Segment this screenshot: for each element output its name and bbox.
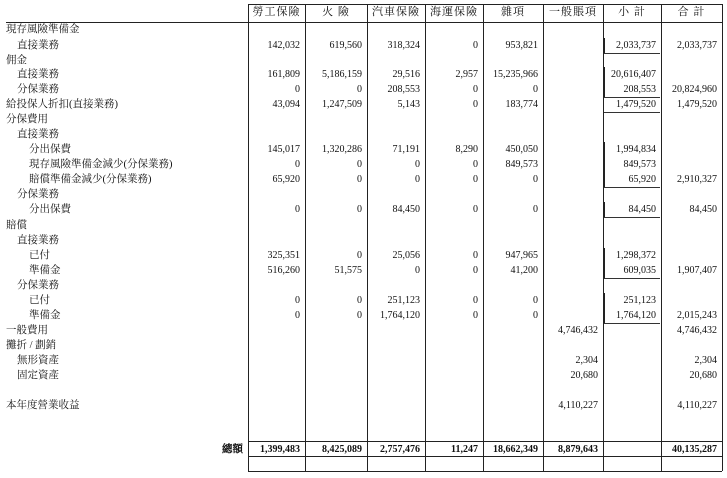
table-cell: 0 — [473, 250, 478, 261]
table-cell: 325,351 — [267, 250, 300, 261]
table-cell: 65,920 — [628, 174, 656, 185]
table-cell: 0 — [533, 174, 538, 185]
row-label: 無形資產 — [17, 355, 59, 366]
table-cell: 0 — [357, 295, 362, 306]
table-cell: 251,123 — [623, 295, 656, 306]
total-cell: 18,662,349 — [493, 444, 538, 455]
table-cell: 1,247,509 — [322, 99, 362, 110]
table-cell: 619,560 — [329, 40, 362, 51]
table-cell: 25,056 — [392, 250, 420, 261]
table-cell: 0 — [295, 84, 300, 95]
row-label: 賠償準備金減少(分保業務) — [29, 174, 152, 185]
table-cell: 1,994,834 — [616, 144, 656, 155]
row-label: 現存風險準備金 — [6, 24, 80, 35]
table-cell: 4,110,227 — [558, 400, 598, 411]
table-cell: 0 — [533, 84, 538, 95]
row-label: 準備金 — [29, 265, 61, 276]
row-label: 準備金 — [29, 310, 61, 321]
table-cell: 0 — [533, 295, 538, 306]
column-header: 小 計 — [618, 6, 646, 18]
total-cell: 40,135,287 — [672, 444, 717, 455]
row-label: 分保業務 — [17, 280, 59, 291]
row-label: 分保費用 — [6, 114, 48, 125]
row-label: 分出保費 — [29, 144, 71, 155]
subtotal-rule — [604, 278, 660, 279]
table-cell: 5,143 — [397, 99, 420, 110]
header-bottom-rule — [6, 22, 722, 23]
row-label: 本年度營業收益 — [6, 400, 80, 411]
total-cell: 8,425,089 — [322, 444, 362, 455]
table-cell: 0 — [473, 265, 478, 276]
column-header: 汽車保險 — [372, 6, 420, 18]
table-cell: 29,516 — [392, 69, 420, 80]
table-cell: 516,260 — [267, 265, 300, 276]
footer-bottom-rule — [248, 471, 722, 472]
row-label: 直接業務 — [17, 69, 59, 80]
table-cell: 0 — [473, 310, 478, 321]
row-label: 直接業務 — [17, 235, 59, 246]
table-cell: 318,324 — [387, 40, 420, 51]
table-cell: 0 — [533, 310, 538, 321]
table-cell: 208,553 — [623, 84, 656, 95]
table-cell: 849,573 — [623, 159, 656, 170]
table-cell: 2,015,243 — [677, 310, 717, 321]
row-label: 攤折 / 劃銷 — [6, 340, 57, 351]
subtotal-group-rule — [604, 38, 605, 53]
table-cell: 0 — [415, 265, 420, 276]
table-cell: 20,680 — [689, 370, 717, 381]
table-cell: 0 — [473, 174, 478, 185]
table-cell: 0 — [295, 159, 300, 170]
table-cell: 2,304 — [575, 355, 598, 366]
total-cell: 8,879,643 — [558, 444, 598, 455]
subtotal-group-rule — [604, 248, 605, 278]
table-cell: 145,017 — [267, 144, 300, 155]
table-cell: 84,450 — [628, 204, 656, 215]
row-label: 固定資產 — [17, 370, 59, 381]
table-cell: 1,479,520 — [677, 99, 717, 110]
table-cell: 1,298,372 — [616, 250, 656, 261]
row-label: 佣金 — [6, 55, 27, 66]
subtotal-rule — [604, 217, 660, 218]
row-label: 已付 — [29, 250, 50, 261]
row-label: 直接業務 — [17, 129, 59, 140]
table-cell: 20,824,960 — [672, 84, 717, 95]
table-cell: 0 — [415, 174, 420, 185]
subtotal-rule — [604, 187, 660, 188]
table-cell: 5,186,159 — [322, 69, 362, 80]
table-cell: 43,094 — [272, 99, 300, 110]
column-header: 海運保險 — [430, 6, 478, 18]
row-label: 分保業務 — [17, 84, 59, 95]
subtotal-rule — [604, 53, 660, 54]
table-cell: 1,907,407 — [677, 265, 717, 276]
column-header: 雜項 — [501, 6, 525, 18]
table-cell: 71,191 — [392, 144, 420, 155]
table-cell: 849,573 — [505, 159, 538, 170]
row-label: 賠償 — [6, 220, 27, 231]
table-cell: 2,910,327 — [677, 174, 717, 185]
table-cell: 4,746,432 — [677, 325, 717, 336]
table-cell: 0 — [357, 84, 362, 95]
table-cell: 2,033,737 — [616, 40, 656, 51]
table-cell: 0 — [473, 84, 478, 95]
table-cell: 0 — [295, 204, 300, 215]
subtotal-rule — [604, 323, 660, 324]
table-cell: 0 — [473, 99, 478, 110]
table-cell: 8,290 — [455, 144, 478, 155]
table-cell: 0 — [473, 295, 478, 306]
table-cell: 0 — [533, 204, 538, 215]
table-cell: 1,764,120 — [616, 310, 656, 321]
table-cell: 251,123 — [387, 295, 420, 306]
table-cell: 4,746,432 — [558, 325, 598, 336]
row-label: 已付 — [29, 295, 50, 306]
table-cell: 1,479,520 — [616, 99, 656, 110]
column-header: 合 計 — [677, 6, 706, 18]
table-cell: 0 — [357, 250, 362, 261]
total-label: 總額 — [222, 444, 243, 455]
table-cell: 4,110,227 — [677, 400, 717, 411]
table-cell: 208,553 — [387, 84, 420, 95]
table-cell: 15,235,966 — [493, 69, 538, 80]
table-cell: 947,965 — [505, 250, 538, 261]
column-rule — [722, 4, 723, 471]
subtotal-group-rule — [604, 142, 605, 187]
total-cell: 11,247 — [451, 444, 478, 455]
table-cell: 0 — [357, 204, 362, 215]
table-cell: 0 — [357, 174, 362, 185]
table-cell: 450,050 — [505, 144, 538, 155]
table-cell: 161,809 — [267, 69, 300, 80]
table-cell: 51,575 — [334, 265, 362, 276]
table-cell: 41,200 — [510, 265, 538, 276]
row-label: 分保業務 — [17, 189, 59, 200]
table-cell: 183,774 — [505, 99, 538, 110]
table-cell: 142,032 — [267, 40, 300, 51]
table-cell: 0 — [295, 295, 300, 306]
table-cell: 0 — [473, 40, 478, 51]
table-cell: 0 — [357, 159, 362, 170]
table-cell: 2,957 — [455, 69, 478, 80]
subtotal-rule — [604, 97, 660, 98]
column-header: 火 險 — [322, 6, 350, 18]
column-header: 勞工保險 — [252, 6, 301, 18]
total-cell: 2,757,476 — [380, 444, 420, 455]
table-cell: 2,304 — [694, 355, 717, 366]
table-cell: 953,821 — [505, 40, 538, 51]
table-cell: 1,764,120 — [380, 310, 420, 321]
table-cell: 0 — [473, 159, 478, 170]
column-header: 一般賬項 — [549, 6, 597, 18]
subtotal-group-rule — [604, 67, 605, 97]
table-cell: 65,920 — [272, 174, 300, 185]
table-cell: 0 — [357, 310, 362, 321]
table-cell: 1,320,286 — [322, 144, 362, 155]
table-cell: 84,450 — [392, 204, 420, 215]
total-cell: 1,399,483 — [260, 444, 300, 455]
table-cell: 84,450 — [689, 204, 717, 215]
row-label: 一般費用 — [6, 325, 48, 336]
table-cell: 0 — [415, 159, 420, 170]
subtotal-group-rule — [604, 293, 605, 323]
row-label: 分出保費 — [29, 204, 71, 215]
table-cell: 0 — [295, 310, 300, 321]
table-cell: 2,033,737 — [677, 40, 717, 51]
row-label: 直接業務 — [17, 40, 59, 51]
row-label: 給投保人折扣(直接業務) — [6, 99, 118, 110]
subtotal-rule — [604, 112, 660, 113]
table-cell: 20,680 — [570, 370, 598, 381]
table-cell: 0 — [473, 204, 478, 215]
subtotal-group-rule — [604, 202, 605, 217]
table-cell: 609,035 — [623, 265, 656, 276]
row-label: 現存風險準備金減少(分保業務) — [29, 159, 173, 170]
table-cell: 20,616,407 — [611, 69, 656, 80]
